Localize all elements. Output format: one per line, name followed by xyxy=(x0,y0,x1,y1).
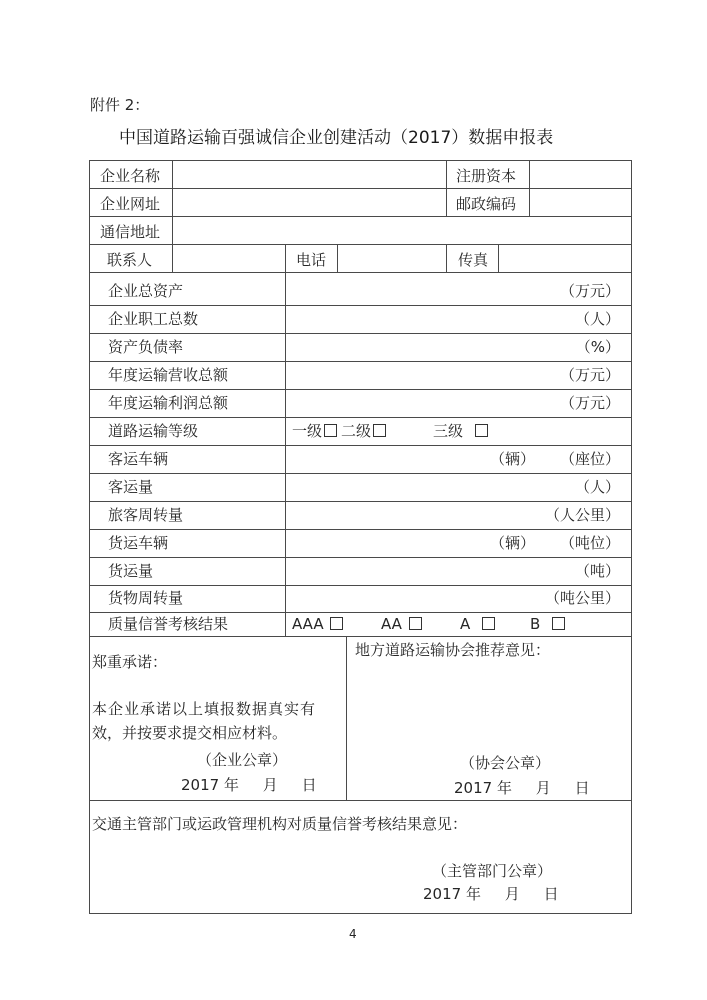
passenger-vehicles-label: 客运车辆 xyxy=(108,450,169,468)
company-website-field[interactable] xyxy=(173,189,445,216)
credit-b-checkbox[interactable] xyxy=(552,617,565,630)
freight-vehicles-label: 货运车辆 xyxy=(108,534,169,552)
unit-10k-yuan: （万元） xyxy=(559,366,620,384)
company-website-label: 企业网址 xyxy=(100,195,161,213)
promise-text-line2: 效，并按要求提交相应材料。 xyxy=(92,724,288,742)
annual-revenue-label: 年度运输营收总额 xyxy=(108,366,229,384)
company-seal-label: （企业公章） xyxy=(197,751,288,769)
address-field[interactable] xyxy=(173,217,630,244)
address-label: 通信地址 xyxy=(100,223,161,241)
grade-2-label: 二级 xyxy=(341,422,372,440)
unit-seats: （座位） xyxy=(559,450,620,468)
row-line xyxy=(89,636,632,637)
debt-ratio-label: 资产负债率 xyxy=(108,338,184,356)
credit-result-label: 质量信誉考核结果 xyxy=(108,615,229,633)
table-border-bottom xyxy=(89,913,632,914)
freight-turnover-label: 货物周转量 xyxy=(108,589,184,607)
attachment-label: 附件 2： xyxy=(90,96,150,114)
credit-a-checkbox[interactable] xyxy=(482,617,495,630)
passenger-turnover-label: 旅客周转量 xyxy=(108,506,184,524)
promise-date: 2017 年 月 日 xyxy=(181,776,317,794)
unit-tons: （吨） xyxy=(574,562,620,580)
authority-seal-label: （主管部门公章） xyxy=(432,862,553,880)
association-date: 2017 年 月 日 xyxy=(454,779,590,797)
association-opinion-field[interactable] xyxy=(347,660,630,750)
credit-aa-label: AA xyxy=(381,615,402,633)
row-line xyxy=(89,800,632,801)
association-seal-label: （协会公章） xyxy=(460,754,551,772)
unit-person-km: （人公里） xyxy=(544,506,620,524)
promise-text-line1: 本企业承诺以上填报数据真实有 xyxy=(92,700,317,718)
unit-tonnage: （吨位） xyxy=(559,534,620,552)
col-line xyxy=(285,244,286,272)
credit-aaa-checkbox[interactable] xyxy=(330,617,343,630)
unit-10k-yuan: （万元） xyxy=(559,282,620,300)
postal-code-label: 邮政编码 xyxy=(456,195,517,213)
row-line xyxy=(89,612,632,613)
credit-aaa-label: AAA xyxy=(292,615,324,633)
phone-label: 电话 xyxy=(296,251,327,269)
grade-3-label: 三级 xyxy=(433,422,464,440)
transport-grade-label: 道路运输等级 xyxy=(108,422,199,440)
annual-profit-label: 年度运输利润总额 xyxy=(108,394,229,412)
page-title: 中国道路运输百强诚信企业创建活动（2017）数据申报表 xyxy=(119,128,554,148)
registered-capital-label: 注册资本 xyxy=(456,167,517,185)
grade-3-checkbox[interactable] xyxy=(475,424,488,437)
fax-label: 传真 xyxy=(458,251,489,269)
registered-capital-field[interactable] xyxy=(530,161,630,188)
phone-field[interactable] xyxy=(338,245,445,272)
association-heading: 地方道路运输协会推荐意见： xyxy=(355,641,551,659)
row-line xyxy=(89,417,632,418)
grade-3-option[interactable] xyxy=(433,422,488,440)
contact-label: 联系人 xyxy=(107,251,153,269)
credit-aaa-option[interactable] xyxy=(292,615,343,633)
unit-10k-yuan: （万元） xyxy=(559,394,620,412)
company-name-field[interactable] xyxy=(173,161,445,188)
unit-persons: （人） xyxy=(574,310,620,328)
promise-heading: 郑重承诺： xyxy=(92,653,168,671)
credit-b-option[interactable] xyxy=(530,615,565,633)
postal-code-field[interactable] xyxy=(530,189,630,216)
col-line xyxy=(446,160,447,216)
contact-field[interactable] xyxy=(173,245,284,272)
unit-percent: （%） xyxy=(575,338,620,356)
col-line xyxy=(446,244,447,272)
company-name-label: 企业名称 xyxy=(100,167,161,185)
authority-heading: 交通主管部门或运政管理机构对质量信誉考核结果意见： xyxy=(92,815,468,833)
unit-ton-km: （吨公里） xyxy=(544,589,620,607)
page-number: 4 xyxy=(349,927,357,941)
unit-persons: （人） xyxy=(574,478,620,496)
credit-aa-option[interactable] xyxy=(381,615,422,633)
credit-a-option[interactable] xyxy=(460,615,495,633)
unit-vehicles: （辆） xyxy=(490,534,536,552)
unit-vehicles: （辆） xyxy=(490,450,536,468)
grade-2-option[interactable] xyxy=(341,422,386,440)
grade-1-checkbox[interactable] xyxy=(324,424,337,437)
employee-count-label: 企业职工总数 xyxy=(108,310,199,328)
freight-volume-label: 货运量 xyxy=(108,562,154,580)
grade-2-checkbox[interactable] xyxy=(373,424,386,437)
credit-a-label: A xyxy=(460,615,471,633)
authority-date: 2017 年 月 日 xyxy=(423,885,559,903)
passenger-volume-label: 客运量 xyxy=(108,478,154,496)
grade-1-label: 一级 xyxy=(292,422,323,440)
credit-b-label: B xyxy=(530,615,541,633)
fax-field[interactable] xyxy=(499,245,630,272)
total-assets-label: 企业总资产 xyxy=(108,282,184,300)
authority-opinion-field[interactable] xyxy=(90,836,630,860)
credit-aa-checkbox[interactable] xyxy=(409,617,422,630)
grade-1-option[interactable] xyxy=(292,422,337,440)
